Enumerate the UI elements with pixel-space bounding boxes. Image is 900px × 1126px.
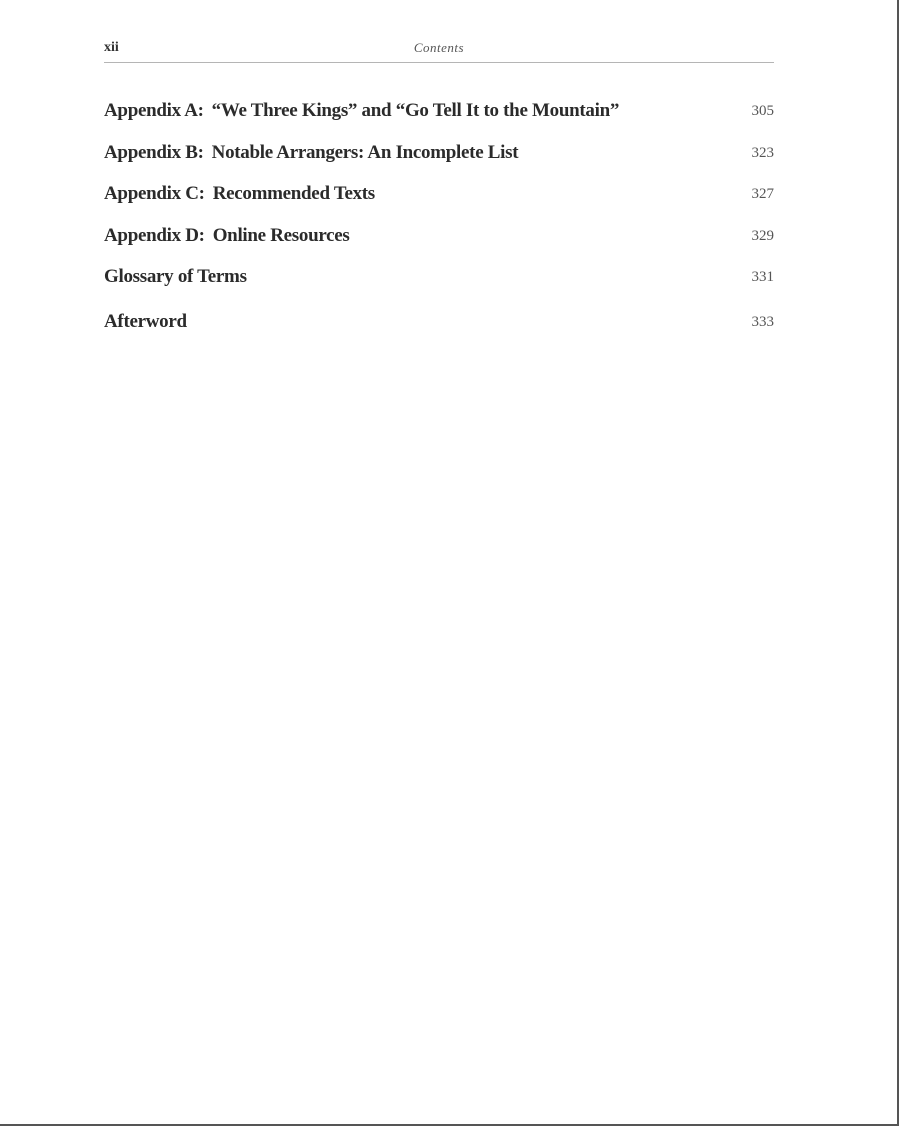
toc-entry-page: 333 (751, 313, 774, 330)
table-of-contents (104, 100, 774, 352)
toc-entry-title (104, 183, 375, 205)
running-head (104, 38, 774, 63)
toc-entry-page: 327 (751, 186, 774, 202)
toc-entry-prefix: Appendix A: (104, 100, 204, 121)
toc-entry-prefix: Appendix B: (104, 141, 204, 163)
toc-entry-title (104, 100, 619, 122)
toc-entry-page: 329 (751, 227, 774, 244)
toc-entry-appendix-a (104, 100, 774, 142)
toc-entry-name: Notable Arrangers: An Incomplete List (211, 141, 519, 163)
toc-entry-name: Online Resources (212, 224, 350, 246)
toc-entry-glossary (104, 266, 774, 308)
toc-entry-page: 323 (751, 144, 774, 161)
toc-entry-appendix-d (104, 225, 774, 267)
toc-entry-page: 331 (751, 269, 774, 285)
page-number: xii (104, 40, 119, 55)
toc-entry-title (104, 142, 518, 164)
toc-entry-title (104, 311, 187, 333)
toc-entry-title (104, 266, 247, 288)
toc-entry-page: 305 (751, 103, 774, 119)
toc-entry-title (104, 225, 350, 247)
toc-entry-name: Glossary of Terms (104, 266, 247, 287)
toc-entry-appendix-c (104, 183, 774, 225)
running-title: Contents (413, 40, 465, 55)
toc-entry-name: “We Three Kings” and “Go Tell It to the Mountain” (211, 100, 620, 121)
toc-entry-name: Recommended Texts (212, 183, 375, 204)
toc-entry-appendix-b (104, 142, 774, 184)
toc-entry-prefix: Appendix C: (104, 183, 205, 204)
toc-entry-name: Afterword (104, 310, 187, 332)
toc-entry-afterword (104, 311, 774, 353)
toc-entry-prefix: Appendix D: (104, 224, 205, 246)
